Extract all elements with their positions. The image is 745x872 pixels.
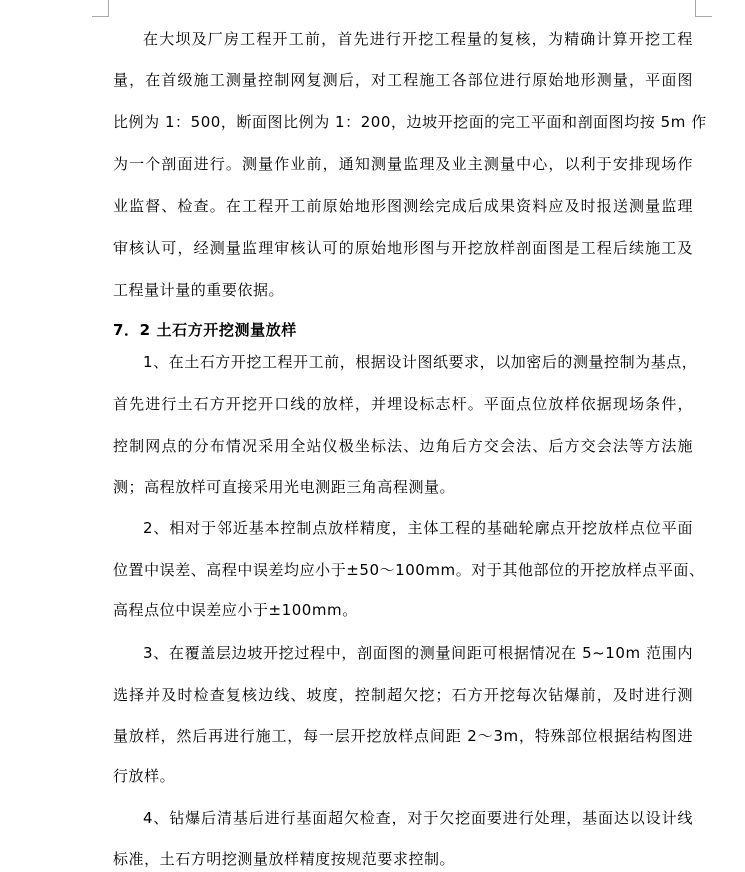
list-item-line: 控制网点的分布情况采用全站仪极坐标法、边角后方交会法、后方交会法等方法施	[113, 437, 693, 455]
list-item-line: 4、钻爆后清基后进行基面超欠检查，对于欠挖面要进行处理，基面达以设计线	[143, 809, 693, 827]
list-item-line: 2、相对于邻近基本控制点放样精度，主体工程的基础轮廓点开挖放样点位平面	[143, 519, 693, 537]
paragraph-line: 业监督、检查。在工程开工前原始地形图测绘完成后成果资料应及时报送测量监理	[113, 197, 693, 215]
list-item-line: 3、在覆盖层边坡开挖过程中，剖面图的测量间距可根据情况在 5~10m 范围内	[143, 644, 693, 662]
list-item-line: 选择并及时检查复核边线、坡度，控制超欠挖；石方开挖每次钻爆前，及时进行测	[113, 686, 693, 704]
list-item-line: 高程点位中误差应小于±100mm。	[113, 601, 358, 619]
paragraph-line: 比例为 1：500，断面图比例为 1：200，边坡开挖面的完工平面和剖面图均按 5m 作	[113, 113, 707, 131]
paragraph-line: 工程量计量的重要依据。	[113, 281, 285, 299]
list-item-line: 行放样。	[113, 767, 176, 785]
list-item-line: 量放样，然后再进行施工，每一层开挖放样点间距 2～3m，特殊部位根据结构图进	[113, 727, 693, 745]
paragraph-line: 审核认可，经测量监理审核认可的原始地形图与开挖放样剖面图是工程后续施工及	[113, 239, 693, 257]
list-item-line: 标准，土石方明挖测量放样精度按规范要求控制。	[113, 850, 456, 868]
list-item-line: 首先进行土石方开挖开口线的放样，并埋设标志杆。平面点位放样依据现场条件，	[113, 395, 693, 413]
list-item-line: 1、在土石方开挖工程开工前，根据设计图纸要求，以加密后的测量控制为基点，	[143, 353, 698, 371]
paragraph-line: 在大坝及厂房工程开工前，首先进行开挖工程量的复核，为精确计算开挖工程	[143, 30, 693, 48]
list-item-line: 位置中误差、高程中误差均应小于±50～100mm。对于其他部位的开挖放样点平面、	[113, 561, 705, 579]
list-item-line: 测；高程放样可直接采用光电测距三角高程测量。	[113, 478, 456, 496]
paragraph-line: 为一个剖面进行。测量作业前，通知测量监理及业主测量中心，以利于安排现场作	[113, 155, 693, 173]
crop-mark-top-left	[92, 16, 109, 17]
crop-mark-top-left	[108, 0, 109, 16]
crop-mark-top-right	[695, 0, 696, 16]
crop-mark-top-right	[695, 16, 712, 17]
paragraph-line: 量，在首级施工测量控制网复测后，对工程施工各部位进行原始地形测量，平面图	[113, 71, 693, 89]
section-heading: 7．2 土石方开挖测量放样	[113, 321, 297, 339]
